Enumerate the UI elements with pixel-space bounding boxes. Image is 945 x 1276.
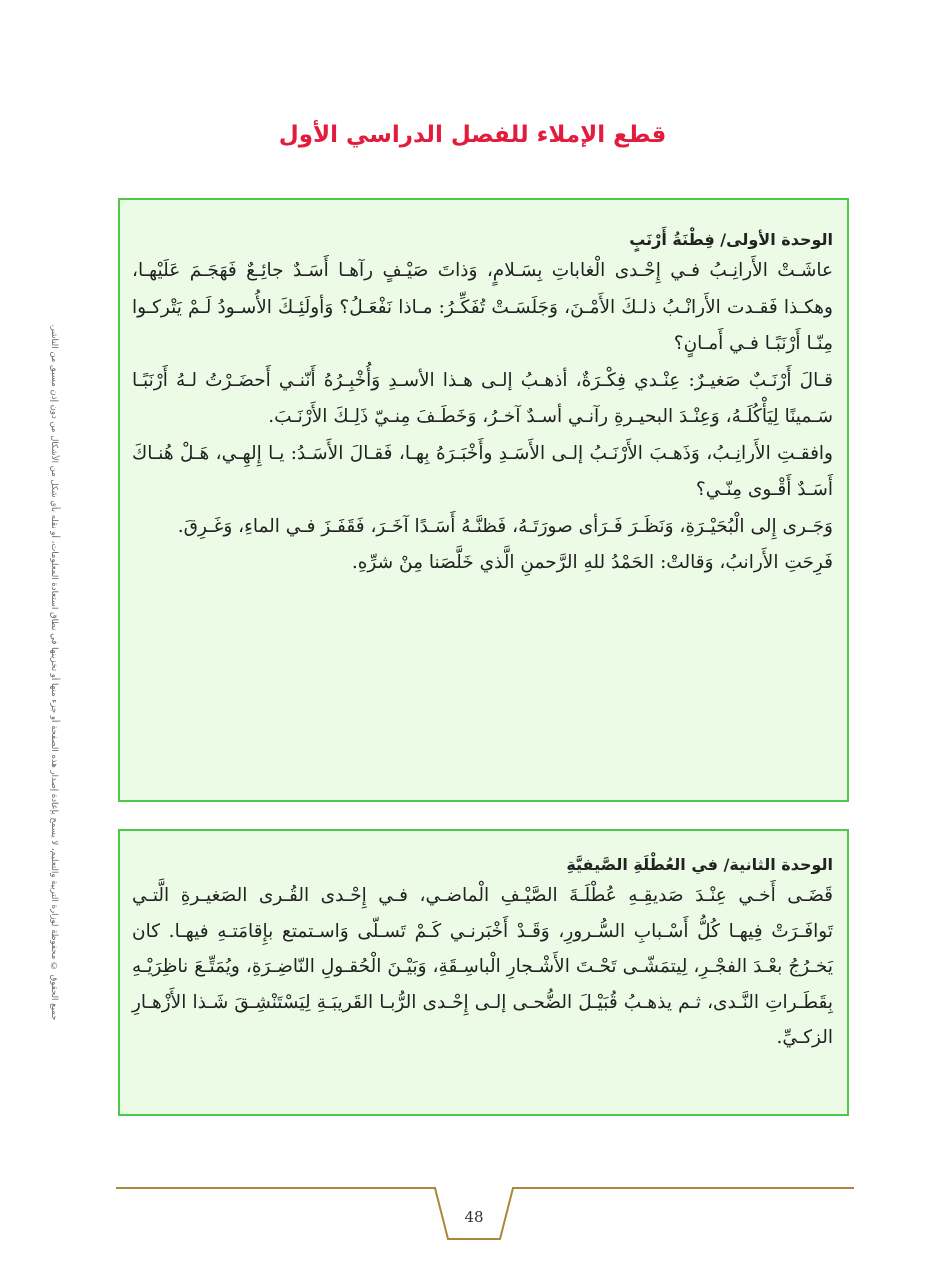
- unit-two-box: [118, 829, 849, 1116]
- unit-two-paragraph: قَضَـى أَخـي عِنْـدَ صَديقِـهِ عُطْلَـةَ الصَّيْـفِ الْماضـي، فـي إِحْـدى القُـرى الصَغيـرةِ الَّتـي تَوافَـرَتْ فِيهـا كُلُّ أَسْـبابِ السُّـرورِ، وَقَـدْ أَخْبَرنـي كَـمْ تَسـلّى وَاسـتمتع بإِقامَتـهِ فيهـا. كان يَخـرُجُ بعْـدَ الفجْـرِ، لِيتمَشّـى تَحْـتَ الأَشْـجارِ الْباسِـقَةِ، وَبَيْـنَ الْحُقـولِ النّاضِـرَةِ، ويُمَتِّـعَ ناظِرَيْـهِ بِقَطَـراتِ النَّـدى، ثـم يذهـبُ قُبَيْـلَ الضُّحـى إلـى إِحْـدى الرُّبـا القَريبَـةِ لِيَسْتَنْشِـقَ شَـذا الأَزْهـارِ الزكـيِّ.: [132, 885, 833, 1048]
- unit-two-title: الوحدة الثانية/ في العُطْلَةِ الصَّيفيَّةِ: [566, 855, 833, 874]
- unit-one-paragraph: وافقـتِ الأَرانِـبُ، وَذَهـبَ الأَرْنَـبُ إلـى الأَسَـدِ وأَخْبَـرَهُ بِهـا، فَقـالَ الأَسَـدُ: يـا إِلهِـي، هَـلْ هُنـاكَ أَسَـدٌ أَقْـوى مِنّـي؟: [132, 442, 833, 500]
- footer-rule-left: [116, 1187, 436, 1189]
- unit-one-paragraph: وَجَـرى إِلى الْبُحَيْـرَةِ، وَنَظَـرَ فَـرَأى صورَتَـهُ، فَظنَّـهُ أَسَـدًا آخَـرَ، فَقَفَـزَ فـي الماءِ، وَغَـرِقَ.: [177, 515, 833, 537]
- copyright-side-note: جميع الحقوق © محفوظة لوزارة التربية والتعليم، لا يسمح بإعادة إصدار هذه الصفحة أو جزء منها أو تخزينها في نطاق استعادة المعلومات، أو نقله بأي شكل من الأشكال من دون إذن مسبق من الناشر.: [49, 323, 59, 1020]
- footer-rule-right: [512, 1187, 854, 1189]
- unit-one-paragraph: عاشَـتْ الأَرانِـبُ فـي إِحْـدى الْغاباتِ بِسَـلامٍ، وَذاتَ صَيْـفٍ رآهـا أَسَـدٌ جائِـعٌ فَهَجَـمَ عَلَيْهـا، وهكـذا فَقـدت الأَرانْـبُ ذلـكَ الأَمْـنَ، وَجَلَسَـتْ تُفَكِّـرُ: مـاذا نَفْعَـلُ؟ وَأولَئِـكَ الأُسـودُ لَـمْ يَتْركـوا مِنّـا أَرْنَبًـا فـي أَمـانٍ؟: [132, 260, 833, 354]
- page-title: قطع الإملاء للفصل الدراسي الأول: [278, 122, 667, 148]
- unit-one-paragraph: فَرِحَتِ الأَرانبُ، وَقالتْ: الحَمْدُ للهِ الرَّحمنِ الَّذي خَلَّصَنا مِنْ شرِّهِ.: [351, 552, 833, 573]
- unit-one-paragraph: قـالَ أَرْنَـبٌ صَغيـرٌ: عِنْـدي فِكْـرَةٌ، أذهـبُ إلـى هـذا الأسـدِ وَأُخْبِـرُهُ أَنّنـي أَحضَـرْتُ لـهُ أَرْنَبًـا سَـمينًا لِيَأْكُلَـهُ، وَعِنْـدَ البحيـرةِ رآنـي أسـدٌ آخـرُ، وَخَطَـفَ مِنـيّ ذَلِـكَ الأَرْنَـبَ.: [132, 369, 833, 427]
- page-number: 48: [464, 1208, 484, 1226]
- unit-one-box: [118, 198, 849, 802]
- unit-one-title: الوحدة الأولى/ فِطْنَةُ أَرْنَبٍ: [629, 230, 833, 249]
